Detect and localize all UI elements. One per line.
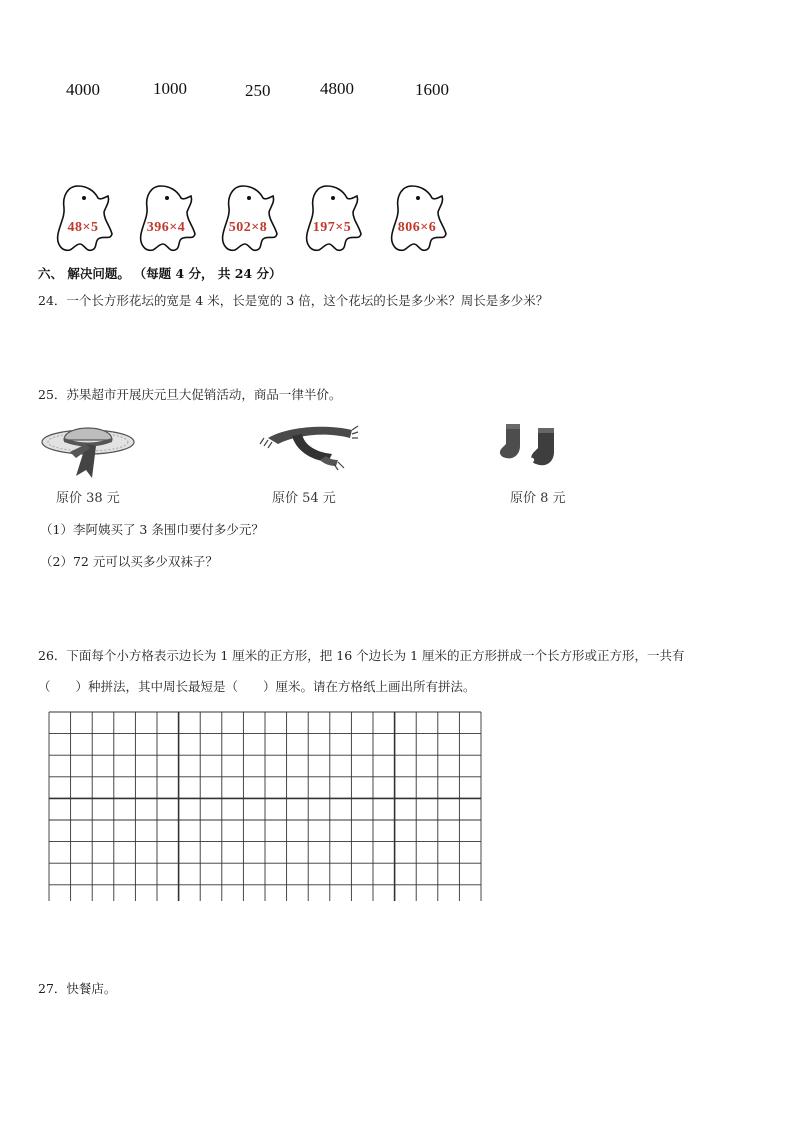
section-title: 六、 解决问题。 — [38, 266, 130, 281]
answer-5: 1600 — [415, 80, 449, 99]
hat-price: 原价 38 元 — [56, 491, 120, 506]
question-24: 24．一个长方形花坛的宽是 4 米，长是宽的 3 倍，这个花坛的长是多少米？周长是多少米？ — [38, 293, 549, 308]
ghost-expression: 396×4 — [146, 220, 186, 235]
socks-icon — [498, 422, 564, 468]
ghost-card-2 — [137, 182, 195, 258]
answer-1: 4000 — [66, 80, 100, 99]
answer-2: 1000 — [153, 79, 187, 98]
answer-4: 4800 — [320, 79, 354, 98]
section-heading — [38, 264, 281, 282]
ghost-expression: 48×5 — [67, 220, 99, 235]
ghost-expression: 806×6 — [397, 220, 437, 235]
question-25: 25．苏果超市开展庆元旦大促销活动，商品一律半价。 — [38, 387, 342, 402]
question-26-line-2: （ ）种拼法，其中周长最短是（ ）厘米。请在方格纸上画出所有拼法。 — [38, 679, 476, 694]
question-27: 27．快餐店。 — [38, 981, 117, 996]
hat-icon — [40, 418, 136, 480]
question-25-part-2: （2）72 元可以买多少双袜子？ — [40, 554, 218, 569]
question-26-line-1: 26．下面每个小方格表示边长为 1 厘米的正方形，把 16 个边长为 1 厘米的正方形拼成一个长方形或正方形，一共有 — [38, 648, 685, 663]
ghost-card-1 — [54, 182, 112, 258]
section-points: （每题 4 分， 共 24 分） — [139, 266, 282, 281]
ghost-card-3 — [219, 182, 277, 258]
ghost-expression: 197×5 — [312, 220, 352, 235]
answer-3: 250 — [245, 81, 271, 100]
ghost-card-5 — [388, 182, 446, 258]
question-25-part-1: （1）李阿姨买了 3 条围巾要付多少元？ — [40, 522, 264, 537]
scarf-icon — [258, 420, 362, 472]
ghost-expression: 502×8 — [228, 220, 268, 235]
scarf-price: 原价 54 元 — [272, 491, 336, 506]
ghost-card-4 — [303, 182, 361, 258]
square-grid[interactable] — [48, 711, 482, 901]
socks-price: 原价 8 元 — [510, 491, 566, 506]
